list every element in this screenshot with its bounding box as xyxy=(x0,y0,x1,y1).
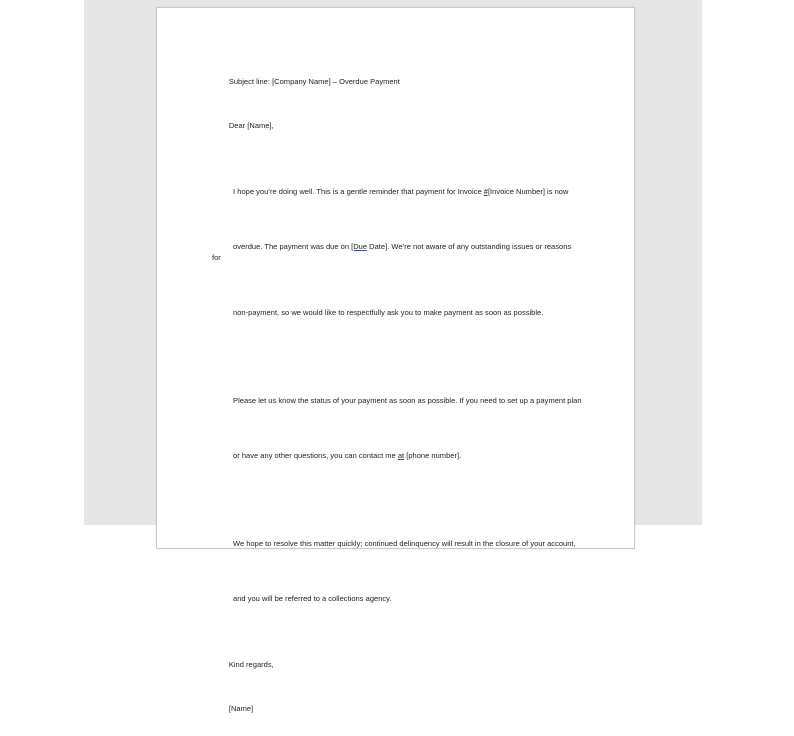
signature-text: [Name] xyxy=(228,704,254,713)
signature-line xyxy=(212,692,582,725)
p2-l1: Please let us know the status of your payment as soon as possible. If you need to set up a payment plan xyxy=(233,396,582,405)
p1-l1-a: I hope you’re doing well. This is a gentle reminder that payment for Invoice xyxy=(233,187,484,196)
p2-l2-underlined: at xyxy=(397,451,405,460)
paragraph-2-line-2 xyxy=(212,439,582,472)
paragraph-1 xyxy=(212,153,582,351)
p2-l2-b: [phone number]. xyxy=(404,451,462,460)
closing-text: Kind regards, xyxy=(228,660,274,669)
p3-l1: We hope to resolve this matter quickly; continued delinquency will result in the closure of your account, xyxy=(233,539,576,548)
closing-line xyxy=(212,648,582,681)
paragraph-2-line-1 xyxy=(212,384,582,417)
document-viewport xyxy=(84,0,702,713)
paragraph-2 xyxy=(212,362,582,494)
greeting-line xyxy=(212,109,582,142)
p1-l3: non-payment, so we would like to respectfully ask you to make payment as soon as possible. xyxy=(233,308,544,317)
letter-body xyxy=(212,65,582,736)
p1-l1-b: Invoice Number] is now xyxy=(490,187,569,196)
p2-l2-a: or have any other questions, you can contact me xyxy=(233,451,398,460)
subject-text: Subject line: [Company Name] – Overdue Payment xyxy=(228,77,400,86)
subject-line xyxy=(212,65,582,98)
paragraph-1-line-1 xyxy=(212,175,582,208)
p1-l2-underlined: [Due xyxy=(351,242,368,251)
paragraph-1-line-3 xyxy=(212,296,582,329)
greeting-text: Dear [Name], xyxy=(228,121,274,130)
p1-l2-a: overdue. The payment was due on xyxy=(233,242,352,251)
paragraph-3 xyxy=(212,505,582,637)
p3-l2: and you will be referred to a collections agency. xyxy=(233,594,392,603)
paragraph-1-line-2 xyxy=(212,230,582,274)
p1-l2-b: Date]. We’re not aware of any outstanding issues or reasons for xyxy=(212,242,574,262)
paragraph-3-line-1 xyxy=(212,527,582,560)
document-page xyxy=(156,7,635,713)
p1-l1-underlined: #[ xyxy=(483,187,491,196)
paragraph-3-line-2 xyxy=(212,582,582,615)
